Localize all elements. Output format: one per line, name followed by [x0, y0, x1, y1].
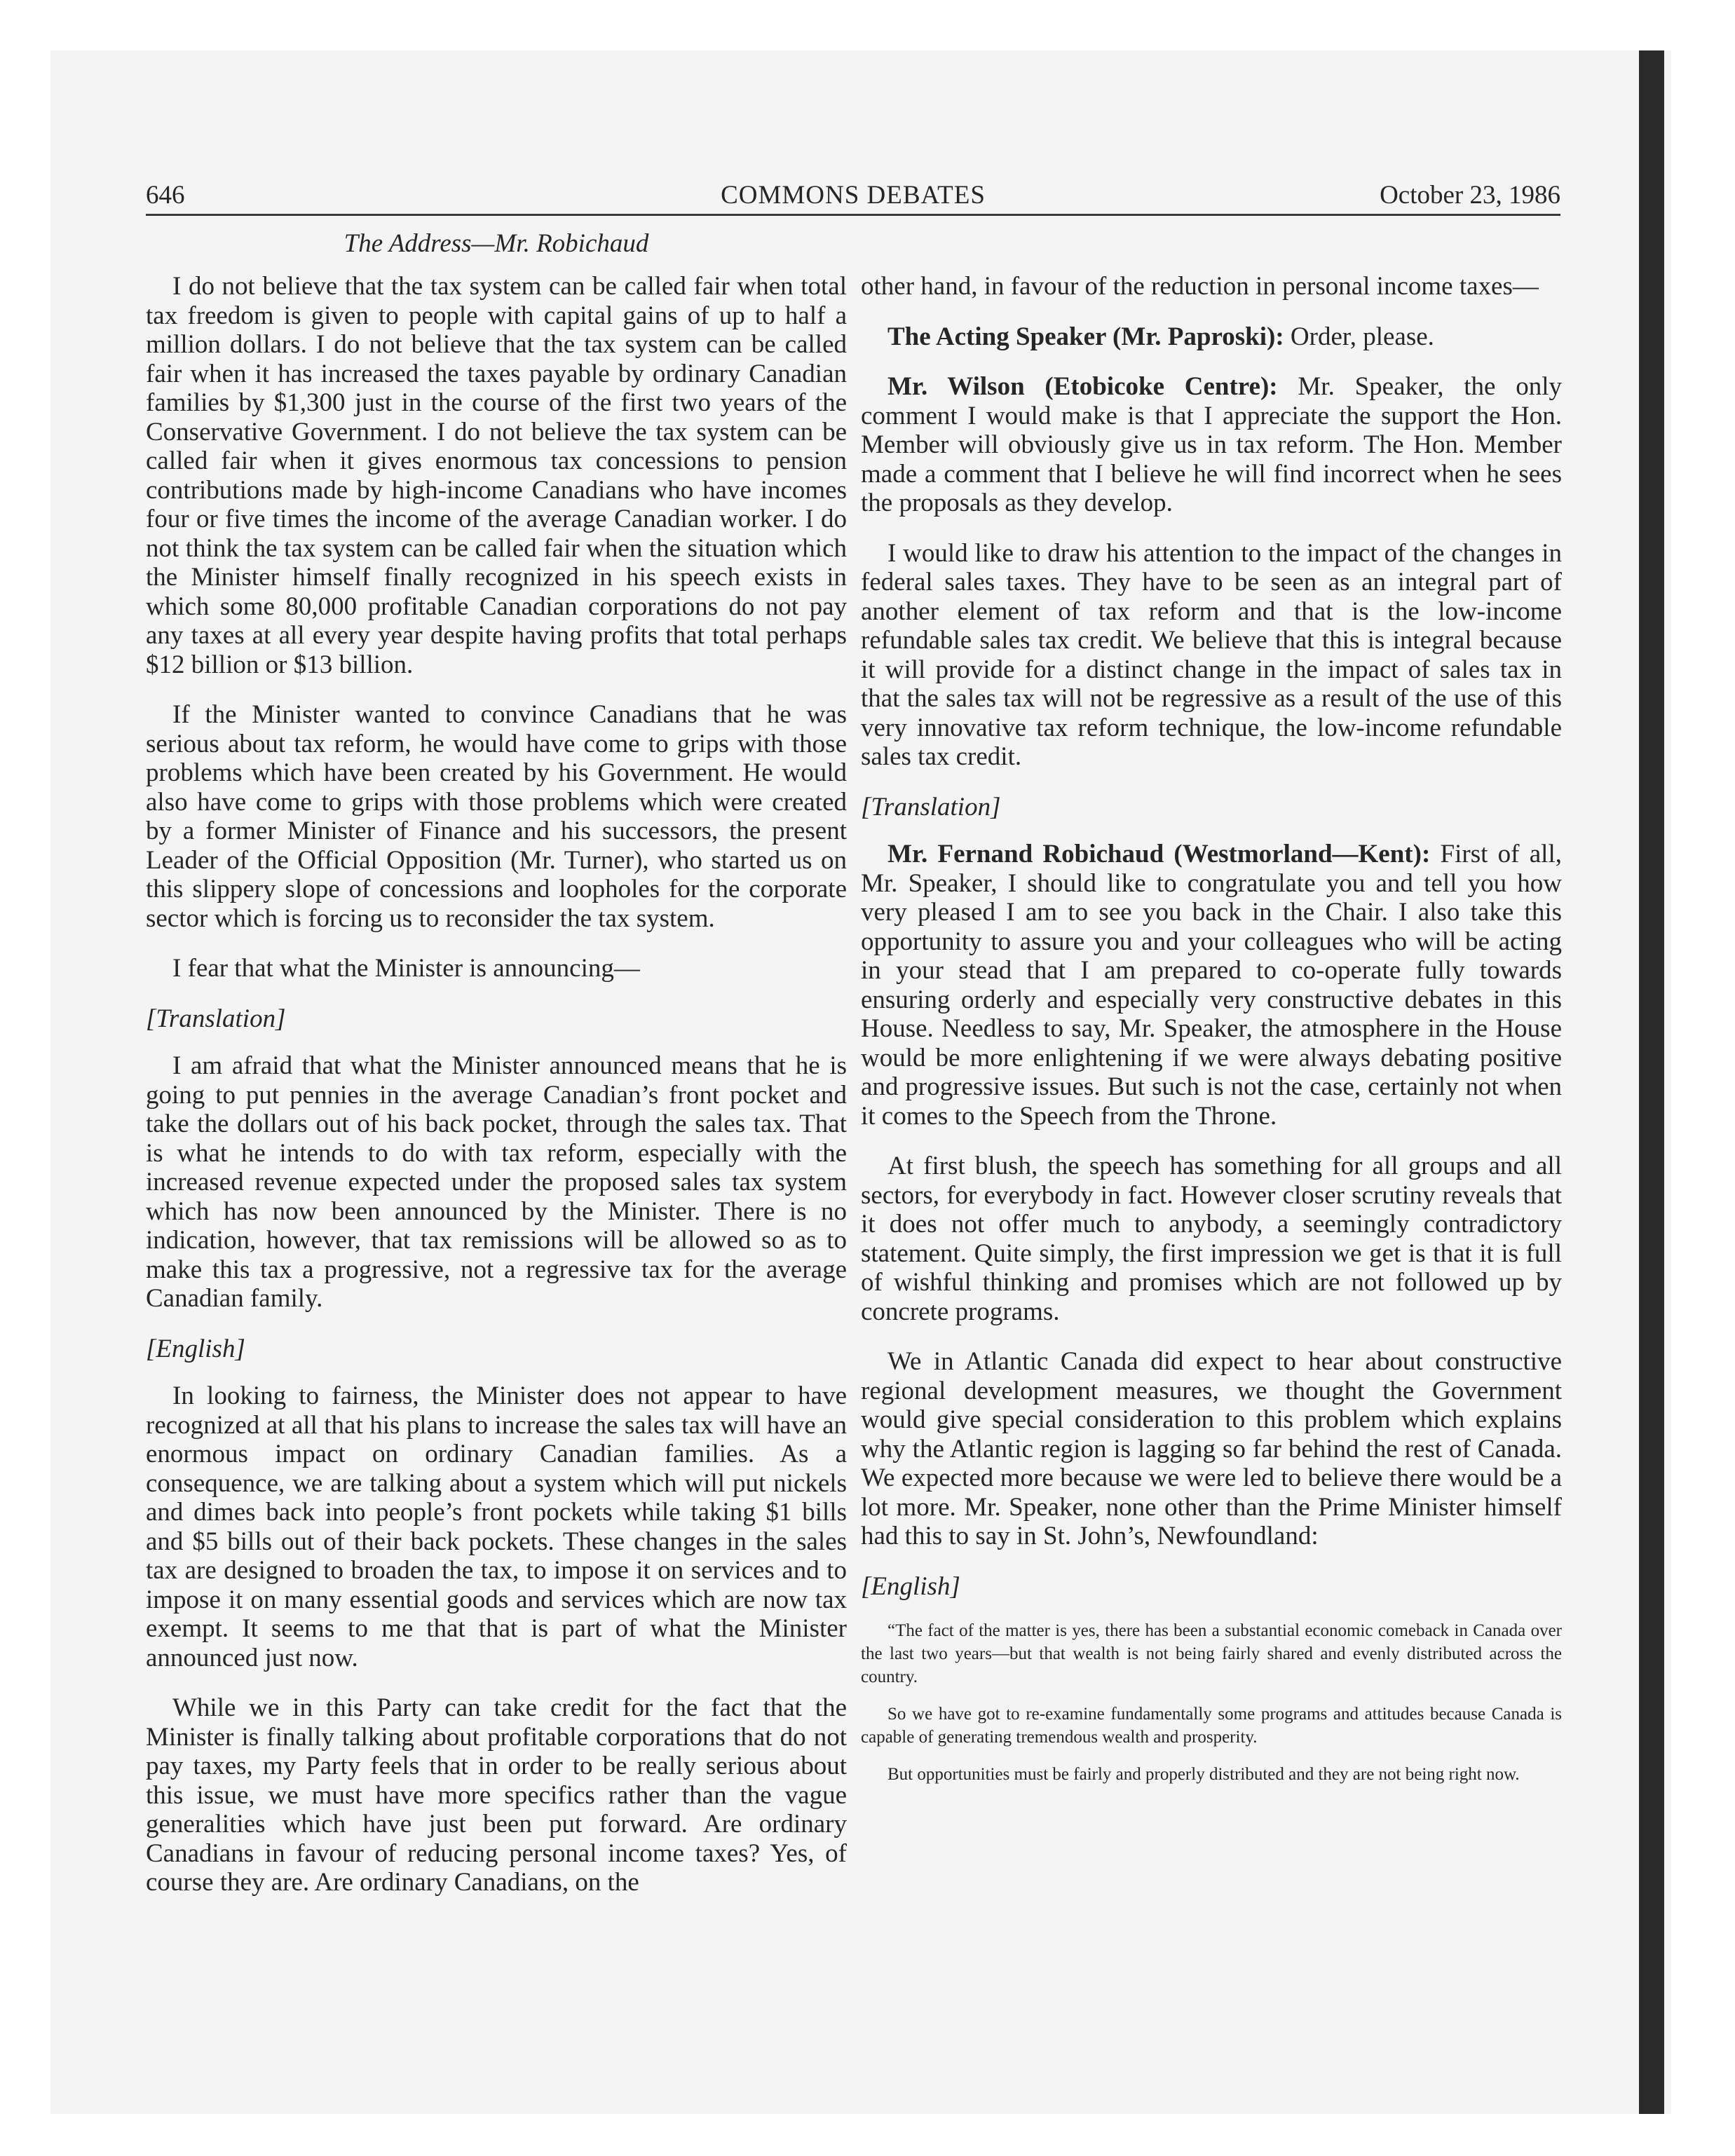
paragraph: I do not believe that the tax system can be called fair when total tax freedom is given to people with capital gains of up to half a million dollars. I do not believe that the tax system can be called fair when it has increased the taxes payable by ordinary Canadian families by $1,300 just in the course of the first two years of the Conservative Government. I do not believe the tax system can be called fair when it gives enormous tax concessions to pension contributions made by high-income Canadians who have incomes four or five times the income of the average Canadian worker. I do not think the tax system can be called fair when the situation which the Minister himself finally recognized in his speech exists in which some 80,000 profitable Canadian corporations do not pay any taxes at all every year despite having profits that total perhaps $12 billion or $13 billion. — [146, 272, 847, 679]
publication-date: October 23, 1986 — [1380, 181, 1560, 210]
quotation: “The fact of the matter is yes, there has been a substantial economic comeback in Canada over the last two years—but that wealth is not being fairly shared and evenly distributed across the country. — [861, 1621, 1562, 1686]
paragraph: I would like to draw his attention to the impact of the changes in federal sales taxes. They have to be seen as an integral part of another element of tax reform and that is the low-income refundable sales tax credit. We believe that this is integral because it will provide for a distinct change in the impact of sales tax in that the sales tax will not be regressive as a result of the use of this very innovative tax reform technique, the low-income refundable sales tax credit. — [861, 538, 1562, 771]
paragraph: other hand, in favour of the reduction in personal income taxes— — [861, 272, 1539, 301]
speech-text: Mr. Speaker, the only comment I would make is that I appreciate the support the Hon. Member will obviously give us in tax reform. The Hon. Member made a comment that I believe he will find incorrect when he sees the proposals as they develop. — [861, 372, 1562, 517]
language-tag: [English] — [861, 1571, 960, 1601]
page-number: 646 — [146, 181, 185, 210]
paragraph: In looking to fairness, the Minister does not appear to have recognized at all that his plans to increase the sales tax will have an enormous impact on ordinary Canadian families. As a consequence, we are talking about a system which will put nickels and dimes back into people’s front pockets while taking $1 bills and $5 bills out of their back pockets. These changes in the sales tax are designed to broaden the tax, to impose it on services and to impose it on many essential goods and services which are now tax exempt. It seems to me that that is part of what the Minister announced just now. — [146, 1381, 847, 1672]
speaker-name: The Acting Speaker (Mr. Paproski): — [887, 322, 1284, 351]
language-tag: [Translation] — [146, 1004, 286, 1033]
scan-edge — [1639, 50, 1664, 2114]
paragraph: While we in this Party can take credit for the fact that the Minister is finally talking about profitable corporations that do not pay taxes, my Party feels that in order to be really serious about this issue, we must have more specifics rather than the vague generalities which have just been put forward. Are ordinary Canadians in favour of reducing personal income taxes? Yes, of course they are. Are ordinary Canadians, on the — [146, 1693, 847, 1897]
speaker-name: Mr. Wilson (Etobicoke Centre): — [887, 372, 1278, 401]
language-tag: [English] — [146, 1334, 245, 1363]
running-head: The Address—Mr. Robichaud — [343, 229, 649, 258]
speech-text: Order, please. — [1290, 322, 1434, 351]
right-column — [861, 272, 1562, 1800]
left-column — [146, 272, 847, 1918]
speech-text: First of all, Mr. Speaker, I should like to congratulate you and tell you how very pleased I am to see you back in the Chair. I also take this opportunity to assure you and your colleagues who will be acting in your stead that I am prepared to co-operate fully towards ensuring orderly and especially very constructive debates in this House. Needless to say, Mr. Speaker, the atmosphere in the House would be more enlightening if we were always debating positive and progressive issues. But such is not the case, certainly not when it comes to the Speech from the Throne. — [861, 840, 1562, 1131]
speech-turn — [861, 322, 1562, 352]
page-header — [146, 177, 1560, 216]
quotation: So we have got to re-examine fundamentally some programs and attitudes because Canada is capable of generating tremendous wealth and prosperity. — [861, 1705, 1562, 1747]
quotation: But opportunities must be fairly and properly distributed and they are not being right now. — [887, 1765, 1520, 1784]
publication-title: COMMONS DEBATES — [721, 181, 986, 210]
paragraph: We in Atlantic Canada did expect to hear about constructive regional development measures, we thought the Government would give special consideration to this problem which explains why the Atlantic region is lagging so far behind the rest of Canada. We expected more because we were led to believe there would be a lot more. Mr. Speaker, none other than the Prime Minister himself had this to say in St. John’s, Newfoundland: — [861, 1347, 1562, 1550]
speech-turn — [861, 840, 1562, 1131]
language-tag: [Translation] — [861, 792, 1001, 821]
speaker-name: Mr. Fernand Robichaud (Westmorland—Kent): — [887, 840, 1431, 868]
speech-turn — [861, 372, 1562, 518]
paragraph: If the Minister wanted to convince Canadians that he was serious about tax reform, he would have come to grips with those problems which have been created by his Government. He would also have come to grips with those problems which were created by a former Minister of Finance and his successors, the present Leader of the Official Opposition (Mr. Turner), who started us on this slippery slope of concessions and loopholes for the corporate sector which is forcing us to reconsider the tax system. — [146, 700, 847, 933]
paragraph: I fear that what the Minister is announcing— — [172, 954, 640, 983]
paragraph: I am afraid that what the Minister announced means that he is going to put pennies in the average Canadian’s front pocket and take the dollars out of his back pocket, through the sales tax. That is what he intends to do with tax reform, especially with the increased revenue expected under the proposed sales tax system which has now been announced by the Minister. There is no indication, however, that tax remissions will be allowed so as to make this tax a progressive, not a regressive tax for the average Canadian family. — [146, 1051, 847, 1313]
paragraph: At first blush, the speech has something for all groups and all sectors, for everybody in fact. However closer scrutiny reveals that it does not offer much to anybody, a seemingly contradictory statement. Quite simply, the first impression we get is that it is full of wishful thinking and promises which are not followed up by concrete programs. — [861, 1152, 1562, 1326]
